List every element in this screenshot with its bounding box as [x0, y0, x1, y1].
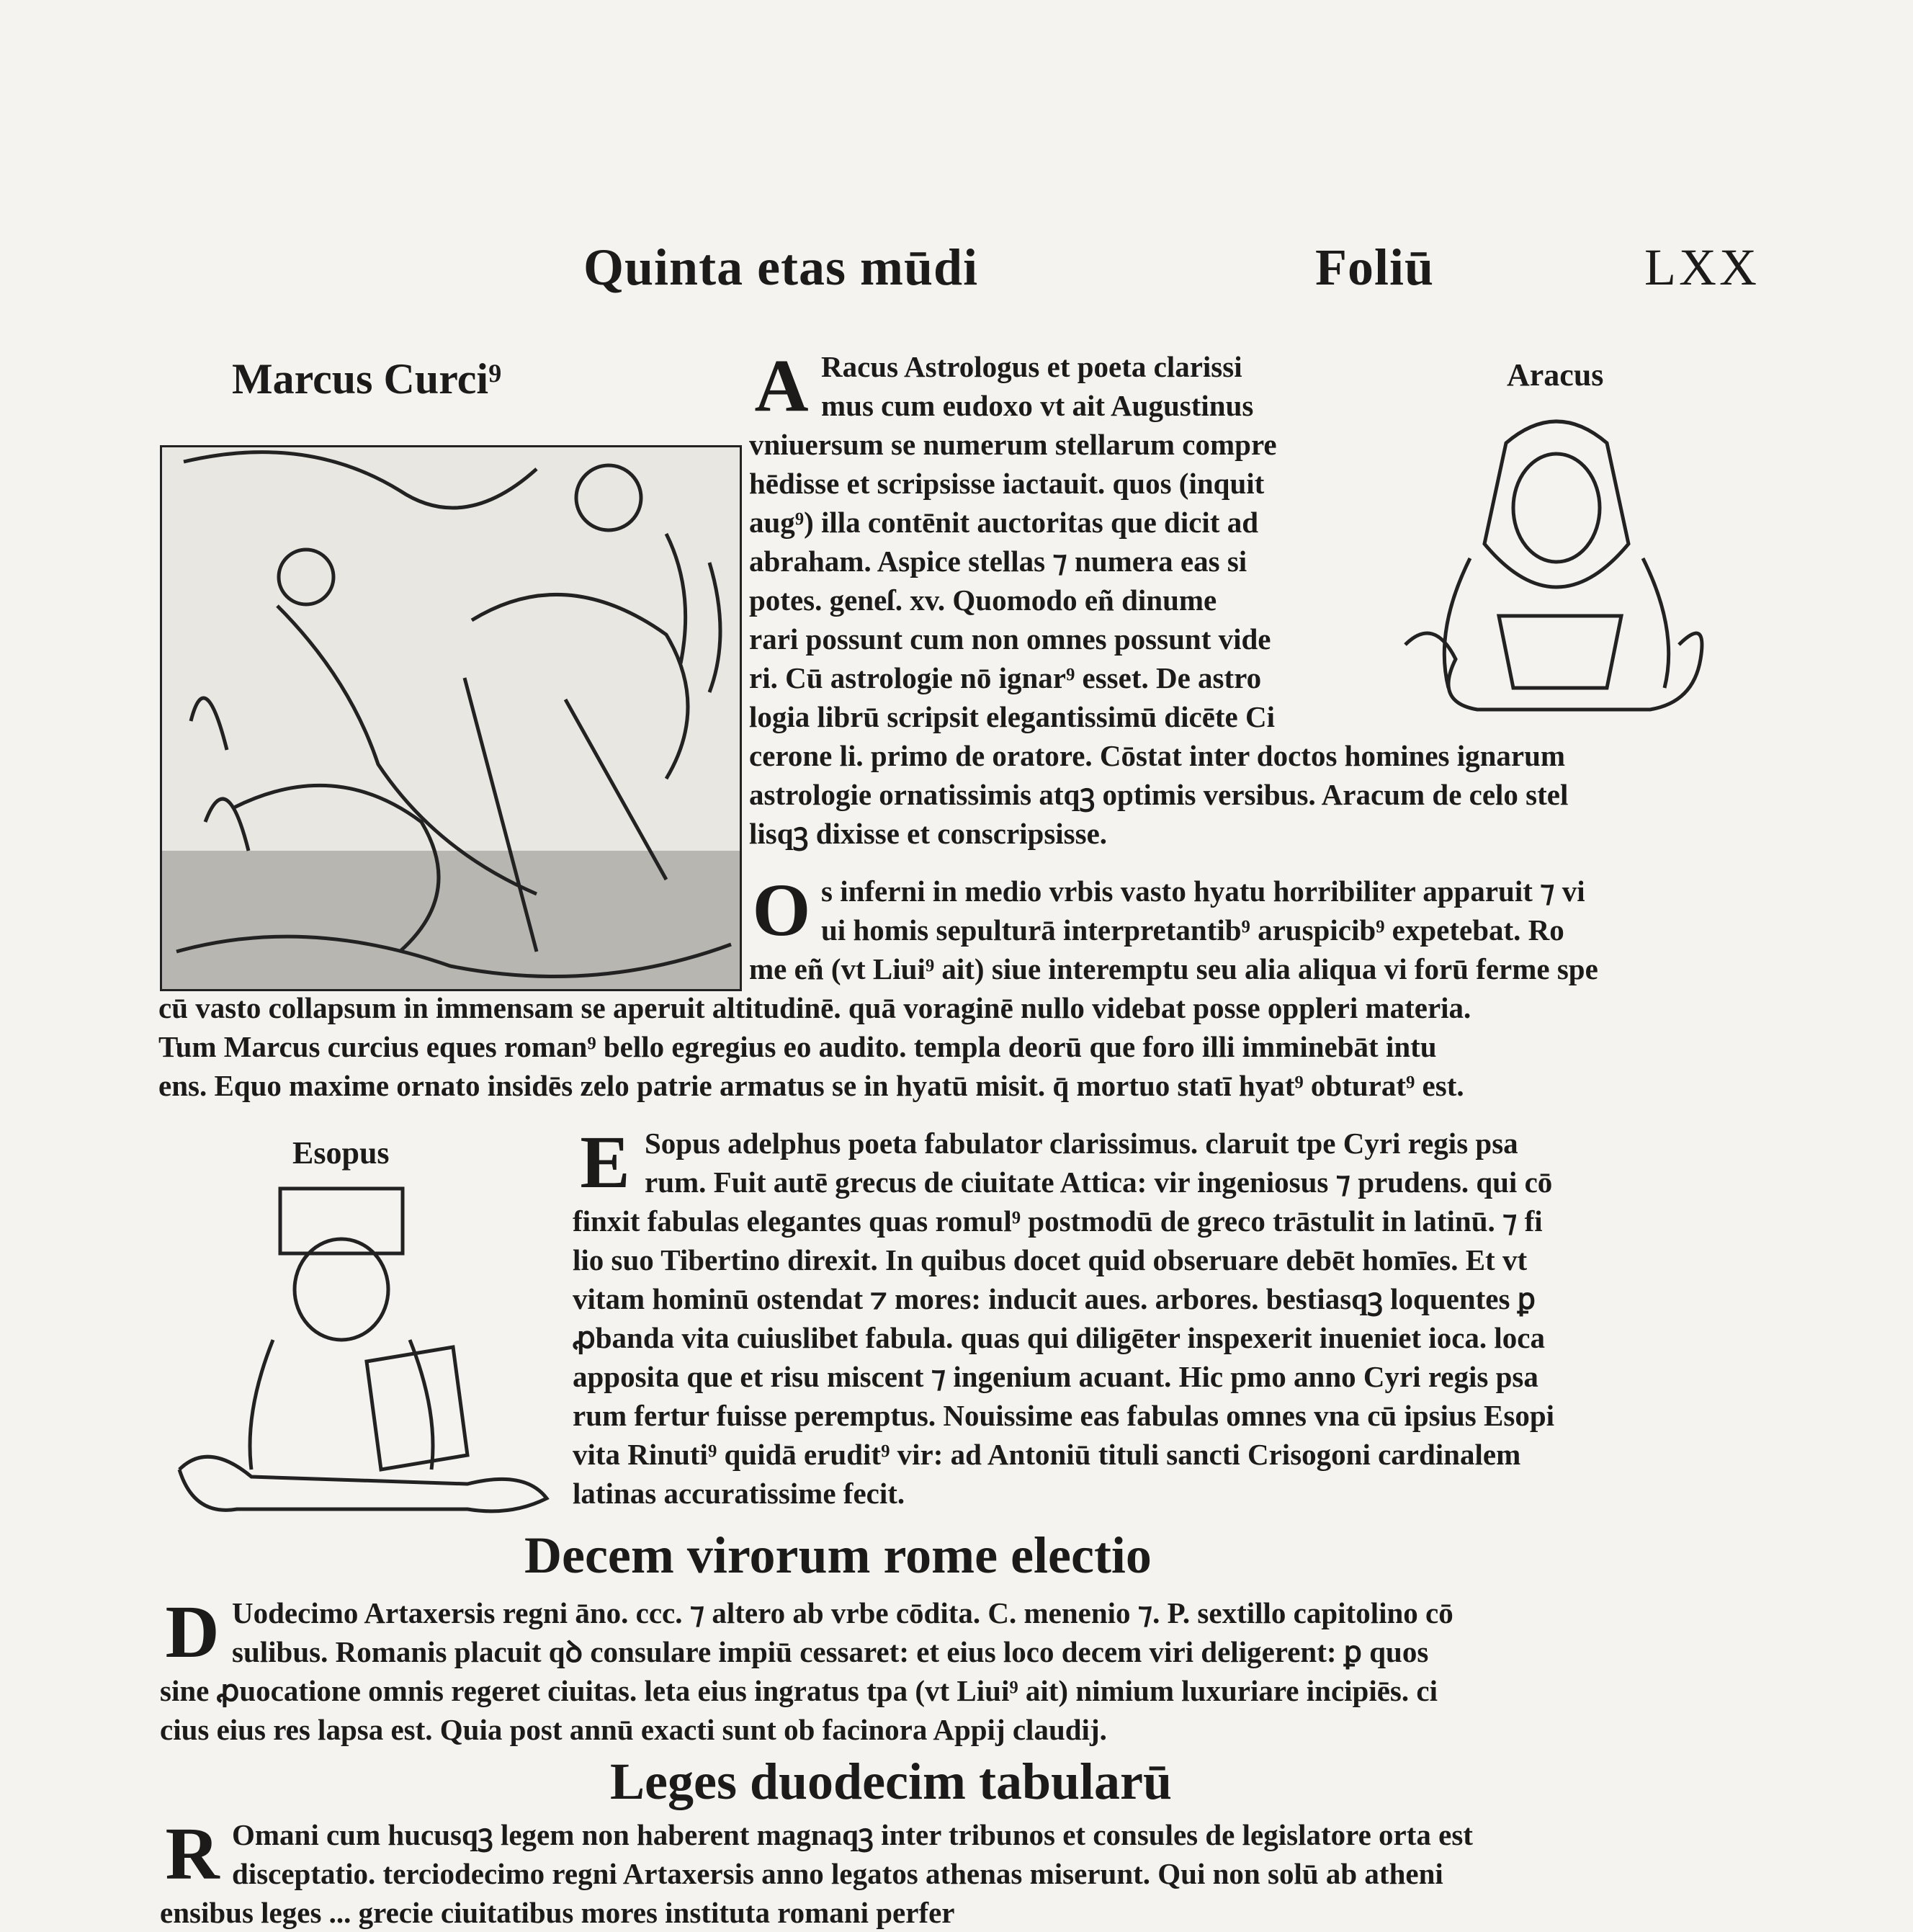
text-line: lio suo Tibertino direxit. In quibus docet quid obseruare debēt homīes. Et vt — [573, 1243, 1528, 1276]
text-line: astrologie ornatissimis atqꝫ optimis versibus. Aracum de celo stel — [749, 778, 1569, 811]
text-line: disceptatio. terciodecimo regni Artaxersis anno legatos athenas miserunt. Qui non solū ab atheni — [232, 1857, 1443, 1890]
esopus-label: Esopus — [292, 1135, 390, 1171]
text-line: lisqꝫ dixisse et conscripsisse. — [749, 817, 1108, 850]
text-line: vitam hominū ostendat ⁊ mores: inducit aues. arbores. bestiasqꝫ loquentes ꝑ — [573, 1282, 1536, 1315]
os-inferni-paragraph — [158, 869, 1598, 1105]
text-line: Racus Astrologus et poeta clarissi — [821, 350, 1242, 383]
text-line: Tum Marcus curcius eques roman⁹ bello egregius eo audito. templa deorū que foro illi imminebāt intu — [158, 1030, 1437, 1063]
drop-cap-a: A — [754, 344, 809, 427]
text-line: Uodecimo Artaxersis regni āno. ccc. ⁊ altero ab vrbe cōdita. C. menenio ⁊. P. sextillo capitolino cō — [232, 1596, 1453, 1629]
text-line: latinas accuratissime fecit. — [573, 1477, 905, 1510]
text-line: ensibus leges ... grecie ciuitatibus mores instituta romani perfer — [160, 1896, 955, 1929]
marcus-curtius-label: Marcus Curci⁹ — [232, 355, 502, 403]
decem-paragraph — [160, 1593, 1453, 1749]
text-line: potes. geneſ. xv. Quomodo eñ dinume — [749, 583, 1217, 617]
text-line: logia librū scripsit elegantissimū dicēte Ci — [749, 700, 1275, 733]
text-line: hēdisse et scripsisse iactauit. quos (inquit — [749, 467, 1265, 500]
text-line: ui homis sepulturā interpretantib⁹ aruspicib⁹ expetebat. Ro — [821, 913, 1564, 947]
esopus-figure-icon — [165, 1181, 554, 1520]
text-line: sulibus. Romanis placuit qꝺ consulare impiū cessaret: et eius loco decem viri deligerent: ꝑ quos — [232, 1635, 1429, 1668]
text-line: rum fertur fuisse peremptus. Nouissime eas fabulas omnes vna cū ipsius Esopi — [573, 1399, 1555, 1432]
text-line: Sopus adelphus poeta fabulator clarissimus. claruit tpe Cyri regis psa — [645, 1127, 1518, 1160]
esopus-portrait — [165, 1181, 554, 1520]
running-head-title: Quinta etas mūdi — [583, 238, 979, 296]
text-line: sine ꝓuocatione omnis regeret ciuitas. leta eius ingratus tpa (vt Liui⁹ ait) nimium luxuriare incipiēs. ci — [160, 1674, 1438, 1707]
text-line: ꝓbanda vita cuiuslibet fabula. quas qui diligēter inspexerit inueniet ioca. loca — [573, 1321, 1545, 1354]
text-line: abraham. Aspice stellas ⁊ numera eas si — [749, 545, 1247, 578]
aracus-label: Aracus — [1507, 357, 1604, 393]
marcus-curtius-woodcut — [160, 445, 742, 991]
text-line: rum. Fuit autē grecus de ciuitate Attica: vir ingeniosus ⁊ prudens. qui cō — [645, 1166, 1553, 1199]
text-line: cerone li. primo de oratore. Cōstat inter doctos homines ignarum — [749, 739, 1566, 772]
drop-cap-r: R — [165, 1812, 220, 1895]
horseman-illustration-icon — [162, 447, 740, 989]
aracus-paragraph — [749, 344, 1569, 853]
text-line: me eñ (vt Liui⁹ ait) siue interemptu seu alia aliqua vi forū ferme spe — [749, 952, 1598, 985]
leges-heading: Leges duodecim tabularū — [610, 1753, 1173, 1810]
folio-label: Foliū — [1315, 238, 1435, 296]
text-line: mus cum eudoxo vt ait Augustinus — [821, 389, 1254, 422]
folio-number: LXX — [1644, 238, 1760, 296]
leges-paragraph — [160, 1812, 1473, 1932]
text-line: ri. Cū astrologie nō ignar⁹ esset. De astro — [749, 661, 1262, 694]
text-line: ens. Equo maxime ornato insidēs zelo patrie armatus se in hyatū misit. q̄ mortuo statī hyat⁹ obturat⁹ est. — [158, 1069, 1464, 1102]
text-line: aug⁹) illa contēnit auctoritas que dicit ad — [749, 506, 1259, 539]
text-line: cū vasto collapsum in immensam se aperuit altitudinē. quā voraginē nullo videbat posse oppleri materia. — [158, 991, 1471, 1024]
text-line: Omani cum hucusqꝫ legem non haberent magnaqꝫ inter tribunos et consules de legislatore orta est — [232, 1818, 1473, 1851]
text-line: vita Rinuti⁹ quidā erudit⁹ vir: ad Antoniū tituli sancti Crisogoni cardinalem — [573, 1438, 1521, 1471]
text-line: apposita que et risu miscent ⁊ ingenium acuant. Hic pmo anno Cyri regis psa — [573, 1360, 1538, 1393]
text-line: rari possunt cum non omnes possunt vide — [749, 622, 1271, 656]
drop-cap-e: E — [580, 1121, 630, 1204]
esopus-paragraph — [573, 1121, 1555, 1513]
decem-heading: Decem virorum rome electio — [524, 1526, 1152, 1584]
text-line: cius eius res lapsa est. Quia post annū exacti sunt ob facinora Appij claudij. — [160, 1713, 1107, 1746]
drop-cap-o: O — [752, 869, 811, 952]
text-line: finxit fabulas elegantes quas romul⁹ postmodū de greco trāstulit in latinū. ⁊ fi — [573, 1204, 1543, 1238]
text-line: s inferni in medio vrbis vasto hyatu horribiliter apparuit ⁊ vi — [821, 875, 1585, 908]
text-line: vniuersum se numerum stellarum compre — [749, 428, 1277, 461]
drop-cap-d: D — [165, 1591, 220, 1673]
